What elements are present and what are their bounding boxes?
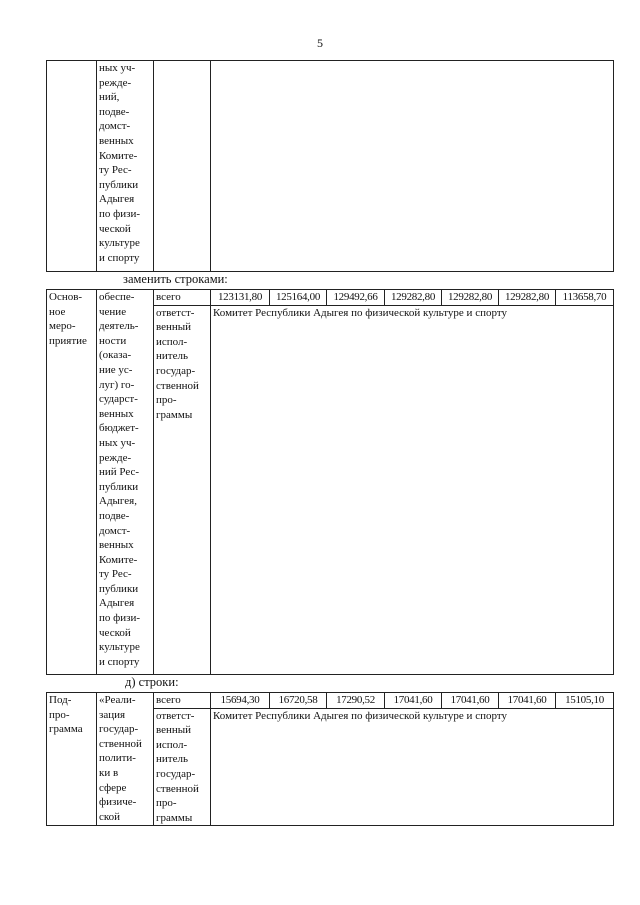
table-cell-exec-label: ответст- венный испол- нитель государ- ственной про- граммы (154, 708, 211, 826)
table-row (47, 693, 614, 709)
table-cell-type: Под- про- грамма (47, 693, 97, 826)
table-cell-value: 17041,60 (499, 693, 556, 709)
table-cell-value: 15105,10 (556, 693, 614, 709)
table-cell-role (154, 61, 211, 272)
table-cell-value: 15694,30 (211, 693, 270, 709)
table-cell-value: 129282,80 (499, 290, 556, 306)
table-cell-value: 17041,60 (385, 693, 442, 709)
table-cell-values (211, 61, 614, 272)
table-subprogram (46, 692, 614, 826)
table-cell-executor: Комитет Республики Адыгея по физической культуре и спорту (211, 708, 614, 826)
table-cell-type: Основ- ное меро- приятие (47, 290, 97, 675)
table-cell-name: ных уч- режде- ний, подве- домст- венных Комите- ту Рес- публики Адыгея по физи- ческой культуре и спорту (97, 61, 154, 272)
table-cell-executor: Комитет Республики Адыгея по физической культуре и спорту (211, 305, 614, 674)
table-cell-value: 125164,00 (270, 290, 327, 306)
table-cell-name: обеспе- чение деятель- ности (оказа- ние ус- луг) го- сударст- венных бюджет- ных уч- режде- ний Рес- публики Адыгея, подве- домст- венных Комите- ту Рес- публики Адыгея по физи- ческой культуре и спорту (97, 290, 154, 675)
table-cell-value: 129282,80 (385, 290, 442, 306)
table-cell-value: 16720,58 (270, 693, 327, 709)
table-cell-value: 129282,80 (442, 290, 499, 306)
table-cell-total-label: всего (154, 693, 211, 709)
table-cell-value: 123131,80 (211, 290, 270, 306)
caption-section-d: д) строки: (125, 675, 179, 689)
table-continuation (46, 60, 614, 272)
table-row (47, 290, 614, 306)
page-number: 5 (317, 36, 323, 50)
table-cell-value: 17041,60 (442, 693, 499, 709)
table-cell-value: 113658,70 (556, 290, 614, 306)
caption-replace-with-rows: заменить строками: (123, 272, 228, 286)
table-cell-type (47, 61, 97, 272)
table-row (47, 61, 614, 272)
table-main-activity (46, 289, 614, 675)
table-cell-value: 17290,52 (327, 693, 385, 709)
table-cell-name: «Реали- зация государ- ственной полити- ки в сфере физиче- ской (97, 693, 154, 826)
table-cell-total-label: всего (154, 290, 211, 306)
table-cell-value: 129492,66 (327, 290, 385, 306)
table-cell-exec-label: ответст- венный испол- нитель государ- ственной про- граммы (154, 305, 211, 674)
